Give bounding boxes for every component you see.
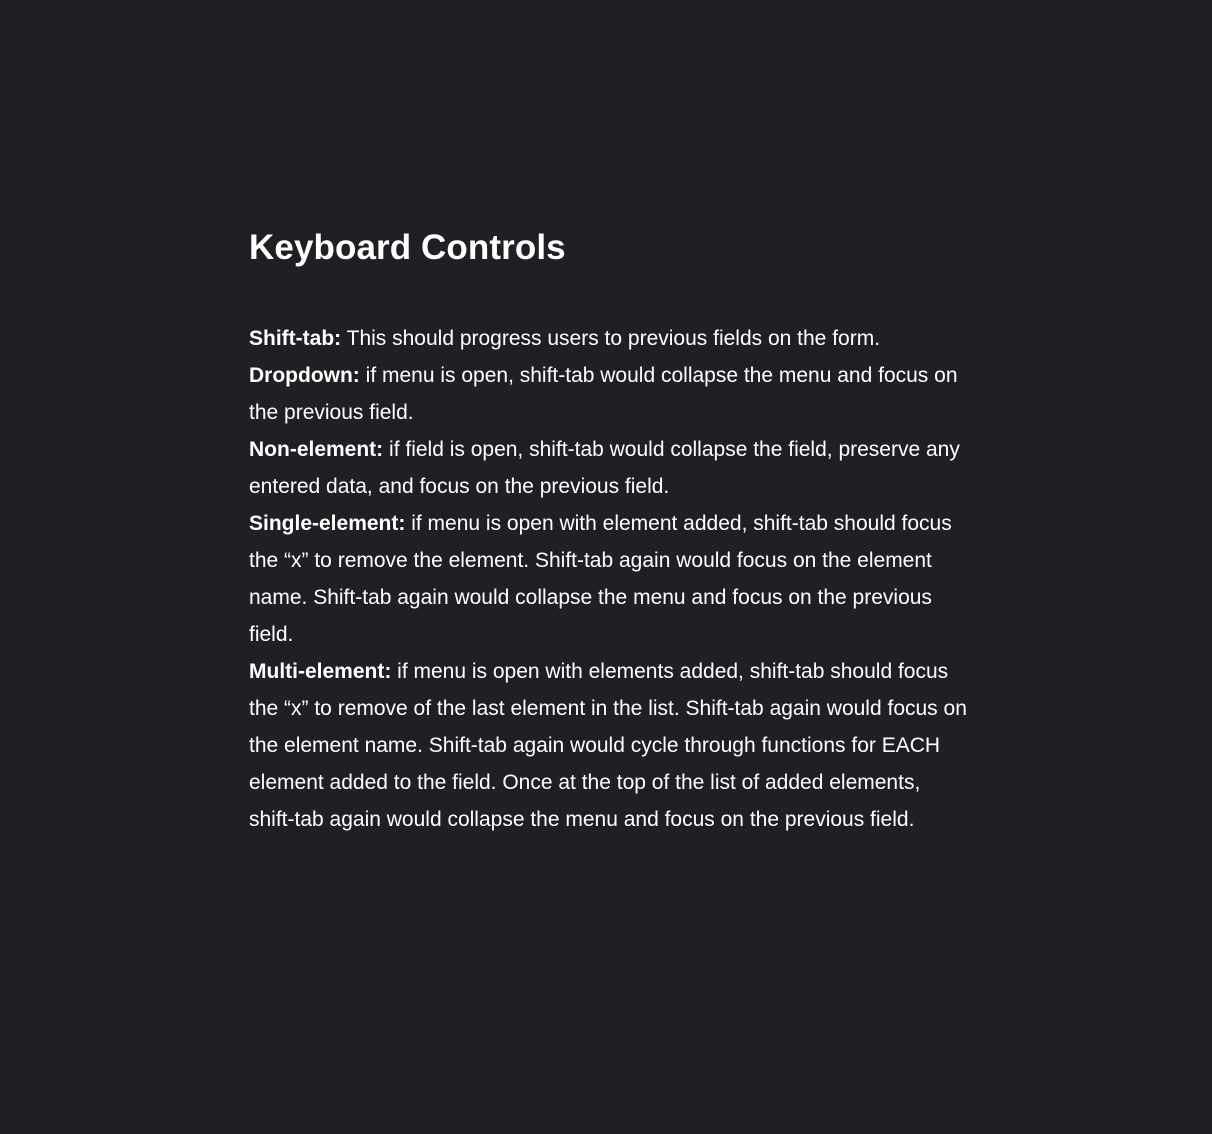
list-item-multi-element xyxy=(249,653,969,838)
term-description: This should progress users to previous fields on the form. xyxy=(341,327,881,350)
term-label: Dropdown: xyxy=(249,364,360,387)
term-label: Shift-tab: xyxy=(249,327,342,350)
list-item-single-element xyxy=(249,505,969,653)
term-description: if field is open, shift-tab would collapse the field, preserve any entered data, and focus on the previous field. xyxy=(249,438,960,498)
term-label: Non-element: xyxy=(249,438,384,461)
keyboard-controls-panel xyxy=(249,226,969,838)
term-label: Single-element: xyxy=(249,512,406,535)
list-item-dropdown xyxy=(249,357,969,431)
list-item-non-element xyxy=(249,431,969,505)
list-item-shift-tab xyxy=(249,320,969,357)
controls-list xyxy=(249,320,969,838)
term-description: if menu is open with element added, shift-tab should focus the “x” to remove the element. Shift-tab again would focus on the element name. Shift-tab again would collapse the menu and focus on the previous field. xyxy=(249,512,952,646)
page-title: Keyboard Controls xyxy=(249,228,566,267)
term-description: if menu is open, shift-tab would collapse the menu and focus on the previous field. xyxy=(249,364,958,424)
term-description: if menu is open with elements added, shift-tab should focus the “x” to remove of the last element in the list. Shift-tab again would focus on the element name. Shift-tab again would cycle through functions for EACH element added to the field. Once at the top of the list of added elements, shift-tab again would collapse the menu and focus on the previous field. xyxy=(249,660,967,831)
term-label: Multi-element: xyxy=(249,660,392,683)
